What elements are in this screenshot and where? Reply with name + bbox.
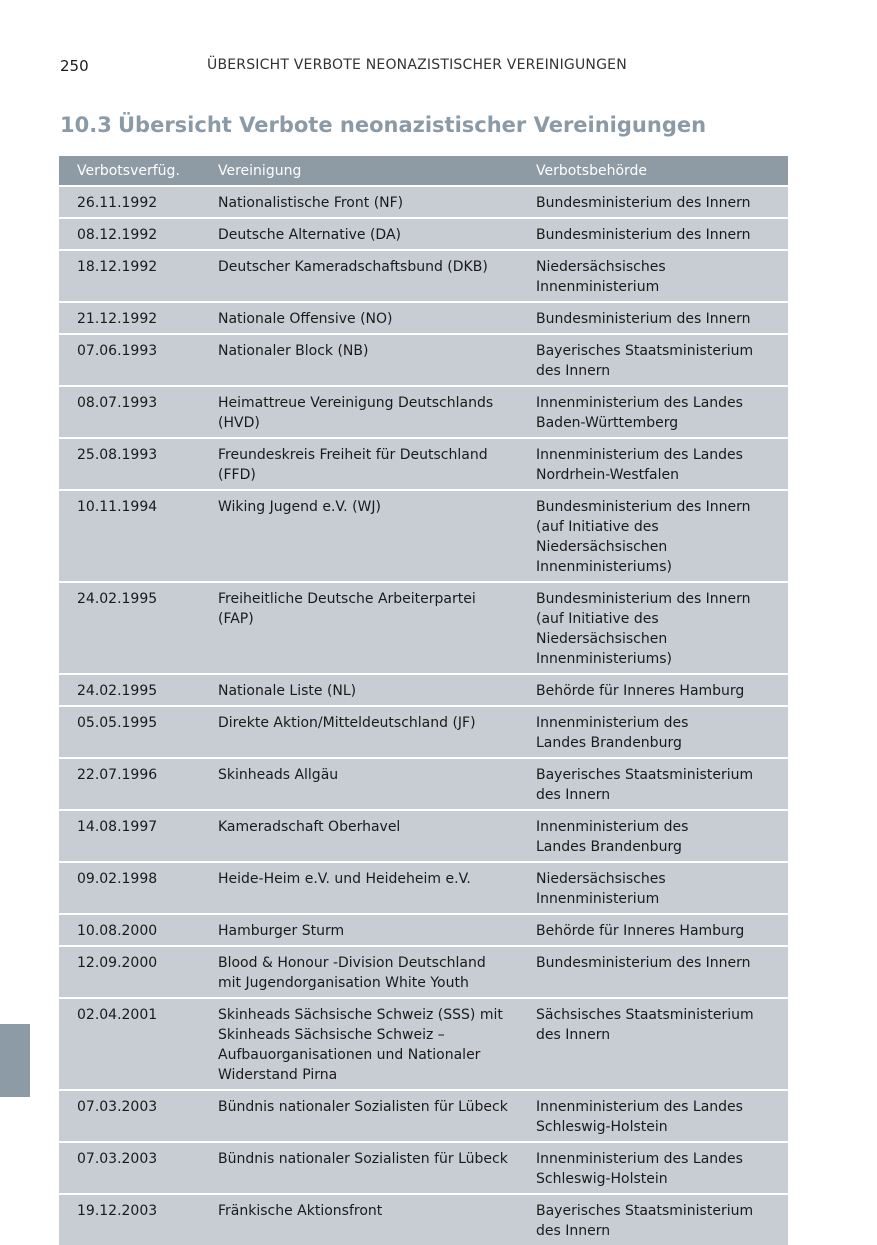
cell-organization: Nationale Liste (NL) — [200, 674, 518, 706]
cell-date: 02.04.2001 — [59, 998, 200, 1090]
cell-organization: Nationaler Block (NB) — [200, 334, 518, 386]
cell-organization: Nationalistische Front (NF) — [200, 186, 518, 218]
section-number: 10.3 — [60, 113, 112, 137]
cell-authority: Innenministerium des Landes Nordrhein-Westfalen — [518, 438, 788, 490]
cell-organization: Fränkische Aktionsfront — [200, 1194, 518, 1245]
cell-authority: Bundesministerium des Innern — [518, 946, 788, 998]
cell-date: 07.03.2003 — [59, 1090, 200, 1142]
cell-organization: Freiheitliche Deutsche Arbeiterpartei (FAP) — [200, 582, 518, 674]
table-row — [59, 998, 788, 1090]
cell-organization: Skinheads Sächsische Schweiz (SSS) mit Skinheads Sächsische Schweiz – Aufbauorganisationen und Nationaler Widerstand Pirna — [200, 998, 518, 1090]
cell-date: 24.02.1995 — [59, 674, 200, 706]
cell-date: 09.02.1998 — [59, 862, 200, 914]
cell-authority: Innenministerium des Landes Brandenburg — [518, 810, 788, 862]
table-row — [59, 862, 788, 914]
table-row — [59, 490, 788, 582]
cell-date: 12.09.2000 — [59, 946, 200, 998]
running-header: ÜBERSICHT VERBOTE NEONAZISTISCHER VEREINIGUNGEN — [207, 57, 627, 73]
table-row — [59, 386, 788, 438]
cell-date: 14.08.1997 — [59, 810, 200, 862]
section-title-text: Übersicht Verbote neonazistischer Vereinigungen — [118, 113, 707, 137]
cell-organization: Bündnis nationaler Sozialisten für Lübeck — [200, 1142, 518, 1194]
table-row — [59, 438, 788, 490]
cell-date: 10.11.1994 — [59, 490, 200, 582]
table-row — [59, 946, 788, 998]
cell-date: 24.02.1995 — [59, 582, 200, 674]
cell-authority: Bayerisches Staatsministerium des Innern — [518, 334, 788, 386]
cell-date: 18.12.1992 — [59, 250, 200, 302]
table-row — [59, 334, 788, 386]
cell-organization: Hamburger Sturm — [200, 914, 518, 946]
cell-organization: Heimattreue Vereinigung Deutschlands (HVD) — [200, 386, 518, 438]
table-row — [59, 250, 788, 302]
table-row — [59, 218, 788, 250]
cell-authority: Innenministerium des Landes Schleswig-Holstein — [518, 1142, 788, 1194]
cell-organization: Kameradschaft Oberhavel — [200, 810, 518, 862]
cell-date: 10.08.2000 — [59, 914, 200, 946]
cell-organization: Bündnis nationaler Sozialisten für Lübeck — [200, 1090, 518, 1142]
cell-organization: Wiking Jugend e.V. (WJ) — [200, 490, 518, 582]
cell-organization: Deutscher Kameradschaftsbund (DKB) — [200, 250, 518, 302]
cell-date: 21.12.1992 — [59, 302, 200, 334]
column-header-organization: Vereinigung — [200, 156, 518, 186]
cell-organization: Skinheads Allgäu — [200, 758, 518, 810]
cell-authority: Bundesministerium des Innern (auf Initiative des Niedersächsischen Innenministeriums) — [518, 490, 788, 582]
table-row — [59, 810, 788, 862]
table-body — [59, 186, 788, 1245]
table-row — [59, 1142, 788, 1194]
cell-organization: Heide-Heim e.V. und Heideheim e.V. — [200, 862, 518, 914]
cell-authority: Behörde für Inneres Hamburg — [518, 674, 788, 706]
cell-authority: Bayerisches Staatsministerium des Innern — [518, 1194, 788, 1245]
cell-date: 07.03.2003 — [59, 1142, 200, 1194]
cell-date: 08.12.1992 — [59, 218, 200, 250]
table-row — [59, 1090, 788, 1142]
table-header-row — [59, 156, 788, 186]
page-number: 250 — [60, 57, 89, 75]
cell-date: 26.11.1992 — [59, 186, 200, 218]
cell-authority: Behörde für Inneres Hamburg — [518, 914, 788, 946]
cell-date: 25.08.1993 — [59, 438, 200, 490]
table-row — [59, 914, 788, 946]
table-row — [59, 582, 788, 674]
cell-authority: Bundesministerium des Innern — [518, 218, 788, 250]
cell-authority: Innenministerium des Landes Baden-Württemberg — [518, 386, 788, 438]
cell-authority: Innenministerium des Landes Brandenburg — [518, 706, 788, 758]
chapter-side-tab — [0, 1024, 30, 1097]
cell-organization: Direkte Aktion/Mitteldeutschland (JF) — [200, 706, 518, 758]
table-row — [59, 758, 788, 810]
table-row — [59, 302, 788, 334]
cell-authority: Bundesministerium des Innern — [518, 186, 788, 218]
cell-date: 22.07.1996 — [59, 758, 200, 810]
table-row — [59, 1194, 788, 1245]
column-header-date: Verbotsverfüg. — [59, 156, 200, 186]
cell-authority: Niedersächsisches Innenministerium — [518, 862, 788, 914]
cell-authority: Bayerisches Staatsministerium des Innern — [518, 758, 788, 810]
cell-authority: Bundesministerium des Innern — [518, 302, 788, 334]
bans-table — [59, 156, 788, 1245]
cell-authority: Bundesministerium des Innern (auf Initiative des Niedersächsischen Innenministeriums) — [518, 582, 788, 674]
cell-authority: Niedersächsisches Innenministerium — [518, 250, 788, 302]
cell-date: 08.07.1993 — [59, 386, 200, 438]
table-row — [59, 706, 788, 758]
cell-authority: Innenministerium des Landes Schleswig-Holstein — [518, 1090, 788, 1142]
table-row — [59, 186, 788, 218]
cell-organization: Deutsche Alternative (DA) — [200, 218, 518, 250]
table-row — [59, 674, 788, 706]
cell-organization: Nationale Offensive (NO) — [200, 302, 518, 334]
cell-date: 05.05.1995 — [59, 706, 200, 758]
cell-organization: Blood & Honour -Division Deutschland mit Jugendorganisation White Youth — [200, 946, 518, 998]
cell-date: 19.12.2003 — [59, 1194, 200, 1245]
cell-date: 07.06.1993 — [59, 334, 200, 386]
cell-authority: Sächsisches Staatsministerium des Innern — [518, 998, 788, 1090]
column-header-authority: Verbotsbehörde — [518, 156, 788, 186]
section-title — [60, 113, 706, 137]
cell-organization: Freundeskreis Freiheit für Deutschland (FFD) — [200, 438, 518, 490]
